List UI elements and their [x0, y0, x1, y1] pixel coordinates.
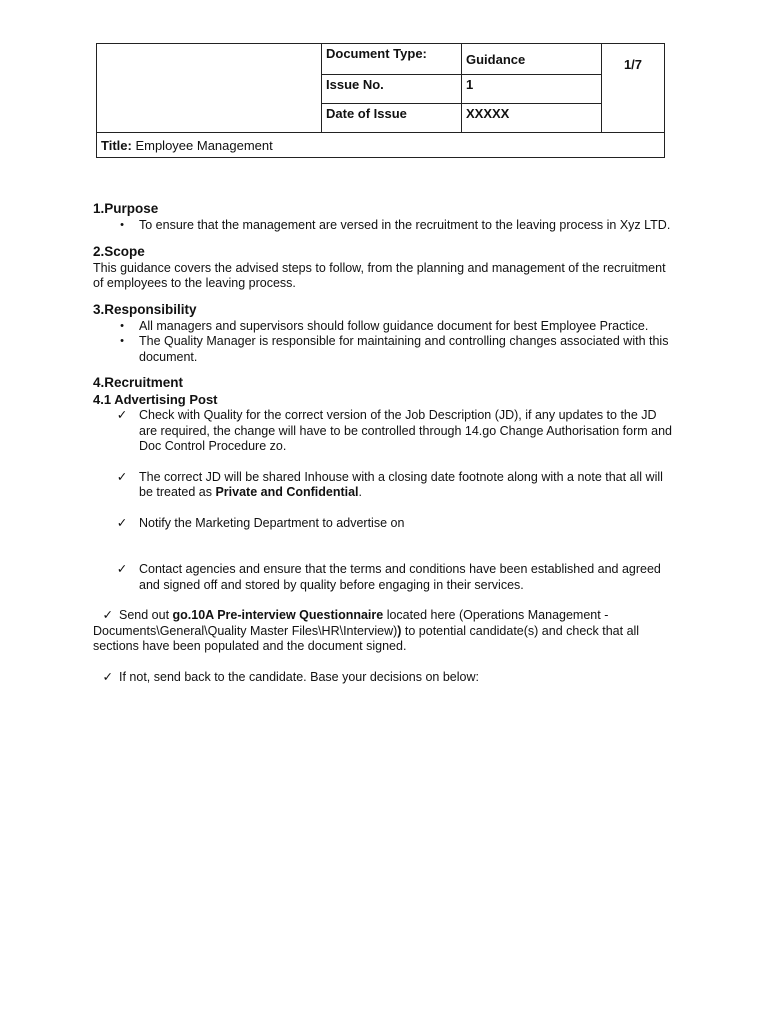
check-icon: ✓: [116, 515, 128, 530]
paragraph-text: Send out: [119, 608, 173, 622]
check-icon: ✓: [116, 408, 128, 422]
paragraph-text: located here (Operations Management - Documents\General\Quality Master Files\HR\Interview): [93, 608, 609, 638]
list-item: [93, 408, 673, 455]
check-icon: ✓: [116, 469, 128, 484]
title-cell: [97, 133, 665, 158]
list-item: [93, 218, 673, 234]
bullet-icon: •: [120, 219, 124, 231]
check-icon: ✓: [116, 562, 128, 576]
send-back-paragraph: [93, 670, 673, 686]
section-recruitment: [93, 374, 673, 685]
date-label: Date of Issue: [322, 104, 462, 133]
doc-type-label: Document Type:: [322, 44, 462, 75]
list-item: [93, 319, 673, 335]
section-scope: [93, 243, 673, 292]
list-item: [93, 562, 673, 593]
paragraph-bold-paren: ): [397, 623, 402, 638]
paragraph-text: to potential candidate(s) and check that all sections have been populated and the document signed.: [93, 623, 640, 653]
scope-text: This guidance covers the advised steps to follow, from the planning and management of the recruitment of employees to the leaving process.: [93, 260, 666, 290]
logo-placeholder-cell: [97, 44, 322, 133]
purpose-list: [93, 218, 673, 234]
questionnaire-name: go.10A Pre-interview Questionnaire: [172, 608, 384, 622]
list-item: [93, 516, 673, 532]
list-item-text: The correct JD will be shared Inhouse with a closing date footnote along with a note that all will be treated as: [139, 469, 663, 499]
list-item: [93, 334, 673, 365]
doc-type-value: Guidance: [462, 44, 602, 75]
list-item-text: Contact agencies and ensure that the terms and conditions have been established and agreed and signed off and stored by quality before engaging in their services.: [139, 562, 661, 592]
list-item-text-end: .: [358, 485, 363, 499]
questionnaire-paragraph: [93, 608, 673, 655]
bullet-icon: •: [120, 335, 124, 347]
scope-heading: 2.Scope: [93, 243, 145, 259]
advertising-subheading: 4.1 Advertising Post: [93, 392, 218, 407]
title-value: Employee Management: [135, 137, 273, 153]
paragraph-text: If not, send back to the candidate. Base your decisions on below:: [119, 669, 479, 684]
list-item-text: Notify the Marketing Department to advertise on: [139, 515, 405, 530]
document-header-table: [96, 43, 665, 158]
recruitment-heading: 4.Recruitment: [93, 375, 184, 390]
bullet-icon: •: [120, 319, 124, 332]
list-item-text: The Quality Manager is responsible for maintaining and controlling changes associated with this document.: [139, 334, 669, 364]
list-item: [93, 470, 673, 501]
issue-value: 1: [462, 75, 602, 104]
private-confidential-text: Private and Confidential: [215, 485, 359, 499]
section-responsibility: [93, 301, 673, 366]
list-item-text: Check with Quality for the correct version of the Job Description (JD), if any updates to the JD are required, the change will have to be controlled through 14.go Change Authorisation form and Doc Control Procedure zo.: [139, 408, 672, 453]
advertising-checklist: [93, 408, 673, 593]
title-label: Title:: [101, 137, 132, 153]
check-icon: ✓: [102, 608, 113, 622]
list-item-text: To ensure that the management are versed in the recruitment to the leaving process in Xyz LTD.: [139, 218, 671, 232]
check-icon: ✓: [102, 669, 113, 684]
issue-label: Issue No.: [322, 75, 462, 104]
responsibility-list: [93, 319, 673, 366]
section-purpose: [93, 200, 673, 234]
page-number: 1/7: [602, 44, 665, 133]
responsibility-heading: 3.Responsibility: [93, 301, 197, 317]
list-item-text: All managers and supervisors should follow guidance document for best Employee Practice.: [139, 318, 649, 333]
document-body: [93, 200, 673, 700]
purpose-heading: 1.Purpose: [93, 201, 159, 216]
date-value: XXXXX: [462, 104, 602, 133]
